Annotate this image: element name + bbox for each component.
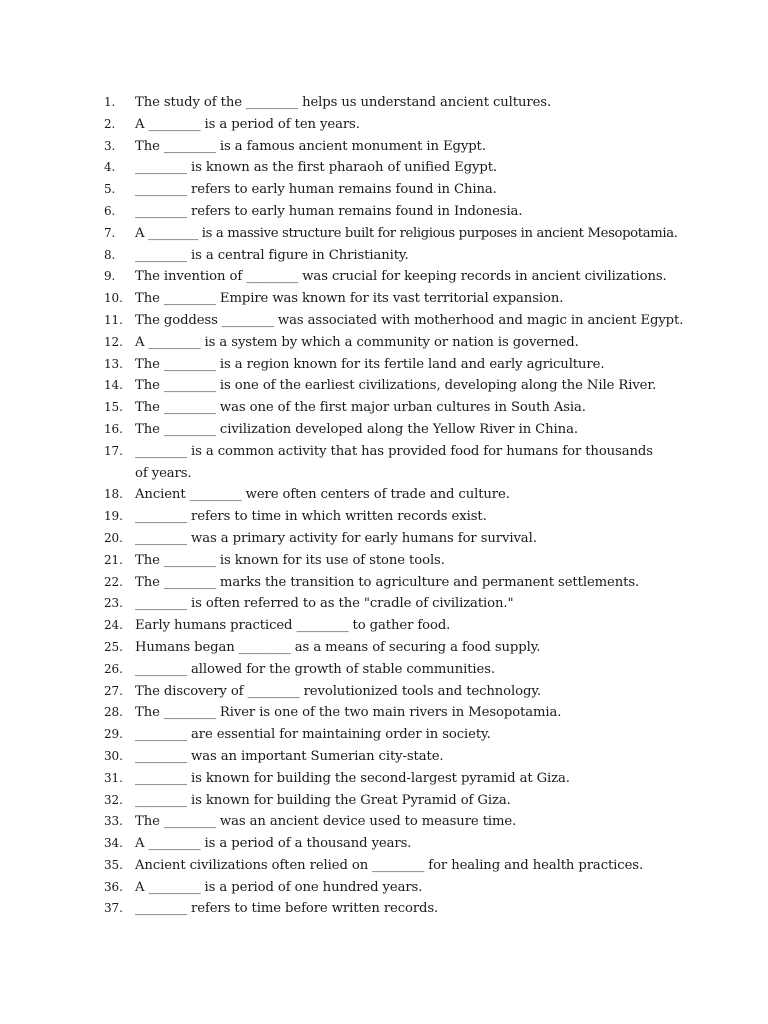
question-text: ________ refers to time in which written records exist.: [135, 509, 487, 525]
question-text: A ________ is a period of a thousand years.: [135, 836, 412, 852]
question-number: 27.: [104, 683, 123, 698]
question-text: ________ refers to early human remains found in Indonesia.: [135, 203, 523, 219]
question-item: [104, 441, 704, 485]
question-item: [104, 397, 704, 419]
question-number: 34.: [104, 836, 123, 851]
question-item: [104, 245, 704, 267]
question-number: 26.: [104, 661, 123, 676]
question-number: 37.: [104, 901, 123, 916]
question-item: [104, 898, 704, 920]
question-text: ________ is a common activity that has provided food for humans for thousands of years.: [135, 443, 653, 481]
question-text: The ________ civilization developed along the Yellow River in China.: [135, 421, 578, 437]
question-number: 31.: [104, 770, 123, 785]
question-text: The ________ Empire was known for its vast territorial expansion.: [135, 291, 564, 307]
question-number: 21.: [104, 552, 123, 567]
question-number: 3.: [104, 138, 116, 153]
question-item: [104, 288, 704, 310]
question-number: 22.: [104, 574, 123, 589]
question-item: [104, 615, 704, 637]
question-number: 12.: [104, 334, 123, 349]
question-item: [104, 659, 704, 681]
question-text: ________ is known as the first pharaoh of unified Egypt.: [135, 160, 497, 176]
question-number: 6.: [104, 203, 116, 218]
question-item: [104, 572, 704, 594]
question-text: The ________ is a famous ancient monument in Egypt.: [135, 138, 486, 154]
question-item: [104, 354, 704, 376]
question-list: [104, 92, 704, 920]
question-number: 29.: [104, 727, 123, 742]
question-text: Ancient civilizations often relied on ________ for healing and health practices.: [135, 857, 644, 873]
question-item: [104, 550, 704, 572]
question-item: [104, 266, 704, 288]
question-text: The study of the ________ helps us understand ancient cultures.: [135, 95, 552, 110]
question-number: 28.: [104, 705, 123, 720]
question-number: 20.: [104, 530, 123, 545]
question-text: ________ refers to time before written records.: [135, 901, 439, 917]
question-item: [104, 833, 704, 855]
question-item: [104, 332, 704, 354]
question-number: 18.: [104, 487, 123, 502]
question-item: [104, 811, 704, 833]
question-number: 25.: [104, 639, 123, 654]
question-number: 16.: [104, 421, 123, 436]
question-text: The ________ marks the transition to agriculture and permanent settlements.: [135, 574, 640, 590]
question-item: [104, 179, 704, 201]
question-item: [104, 136, 704, 158]
question-text: Ancient ________ were often centers of trade and culture.: [135, 487, 510, 503]
question-item: [104, 157, 704, 179]
question-text: The ________ was one of the first major urban cultures in South Asia.: [135, 400, 586, 416]
question-item: [104, 310, 704, 332]
question-number: 5.: [104, 182, 116, 197]
question-item: [104, 484, 704, 506]
question-item: [104, 419, 704, 441]
question-number: 14.: [104, 378, 123, 393]
question-text: A ________ is a system by which a community or nation is governed.: [135, 334, 579, 350]
question-item: [104, 855, 704, 877]
question-number: 17.: [104, 443, 123, 458]
question-item: [104, 877, 704, 899]
question-item: [104, 593, 704, 615]
question-text: ________ is a central figure in Christianity.: [135, 247, 409, 263]
question-text: ________ refers to early human remains found in China.: [135, 182, 497, 198]
question-item: [104, 375, 704, 397]
question-text: Humans began ________ as a means of securing a food supply.: [135, 639, 541, 655]
question-item: [104, 114, 704, 136]
question-text: ________ are essential for maintaining order in society.: [135, 727, 491, 743]
question-item: [104, 201, 704, 223]
question-number: 9.: [104, 269, 116, 284]
question-number: 33.: [104, 814, 123, 829]
question-number: 10.: [104, 291, 123, 306]
question-text: A ________ is a period of one hundred years.: [135, 879, 423, 895]
question-text: ________ is often referred to as the "cradle of civilization.": [135, 596, 514, 612]
question-number: 36.: [104, 879, 123, 894]
question-item: [104, 768, 704, 790]
question-number: 1.: [104, 95, 116, 109]
question-text: ________ was an important Sumerian city-state.: [135, 748, 444, 764]
question-number: 19.: [104, 509, 123, 524]
question-item: [104, 702, 704, 724]
question-item: [104, 223, 704, 245]
question-item: [104, 790, 704, 812]
question-text: The ________ was an ancient device used to measure time.: [135, 814, 517, 830]
question-item: [104, 681, 704, 703]
question-item: [104, 637, 704, 659]
question-number: 32.: [104, 792, 123, 807]
question-number: 23.: [104, 596, 123, 611]
question-item: [104, 746, 704, 768]
question-text: A ________ is a period of ten years.: [135, 116, 360, 132]
question-item: [104, 506, 704, 528]
question-text: ________ allowed for the growth of stable communities.: [135, 661, 495, 677]
question-number: 8.: [104, 247, 116, 262]
question-text: The ________ is one of the earliest civilizations, developing along the Nile River.: [135, 378, 657, 394]
question-number: 11.: [104, 312, 123, 327]
question-number: 2.: [104, 116, 116, 131]
question-number: 7.: [104, 225, 116, 240]
question-number: 13.: [104, 356, 123, 371]
question-item: [104, 92, 704, 114]
question-number: 4.: [104, 160, 116, 175]
question-item: [104, 724, 704, 746]
question-text: The ________ is a region known for its fertile land and early agriculture.: [135, 356, 605, 372]
question-text: ________ was a primary activity for early humans for survival.: [135, 530, 537, 546]
question-number: 15.: [104, 400, 123, 415]
question-text: ________ is known for building the Great Pyramid of Giza.: [135, 792, 511, 808]
question-number: 35.: [104, 857, 123, 872]
question-number: 30.: [104, 748, 123, 763]
question-text: A ________ is a massive structure built for religious purposes in ancient Mesopotamia.: [135, 225, 678, 241]
question-text: Early humans practiced ________ to gather food.: [135, 618, 451, 634]
question-text: ________ is known for building the second-largest pyramid at Giza.: [135, 770, 570, 786]
question-text: The ________ River is one of the two main rivers in Mesopotamia.: [135, 705, 562, 721]
question-text: The discovery of ________ revolutionized tools and technology.: [135, 683, 542, 699]
question-text: The invention of ________ was crucial for keeping records in ancient civilizations.: [135, 269, 667, 285]
question-number: 24.: [104, 618, 123, 633]
question-item: [104, 528, 704, 550]
question-text: The goddess ________ was associated with motherhood and magic in ancient Egypt.: [135, 312, 684, 328]
question-text: The ________ is known for its use of stone tools.: [135, 552, 445, 568]
